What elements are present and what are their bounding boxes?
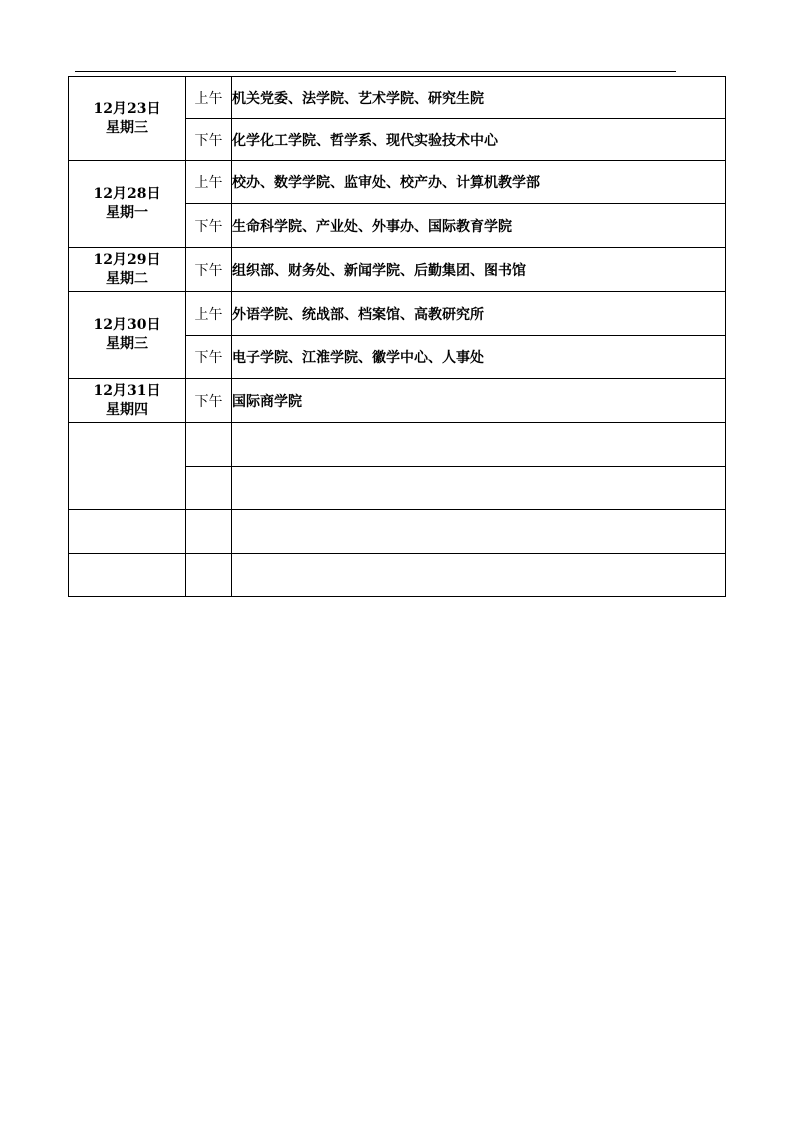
date-cell	[69, 161, 186, 248]
date-label: 12月30日	[93, 317, 161, 333]
empty-date-cell	[69, 423, 186, 510]
date-cell	[69, 77, 186, 161]
empty-row	[69, 510, 726, 554]
table-row	[69, 248, 726, 292]
table-row	[69, 379, 726, 423]
units-cell: 生命科学院、产业处、外事办、国际教育学院	[232, 204, 726, 248]
date-cell	[69, 292, 186, 379]
date-label: 12月23日	[93, 100, 161, 117]
units-cell: 化学化工学院、哲学系、现代实验技术中心	[232, 119, 726, 161]
table-row	[69, 161, 726, 204]
empty-row	[69, 423, 726, 467]
period-cell: 上午	[186, 292, 232, 336]
date-label: 12月31日	[93, 382, 161, 399]
units-cell: 外语学院、统战部、档案馆、高教研究所	[232, 292, 726, 336]
units-cell: 国际商学院	[232, 379, 726, 423]
period-cell: 上午	[186, 161, 232, 204]
units-cell: 机关党委、法学院、艺术学院、研究生院	[232, 77, 726, 119]
weekday-label: 星期二	[106, 270, 148, 287]
table-row	[69, 77, 726, 119]
empty-period-cell	[186, 510, 232, 554]
table-row	[69, 292, 726, 336]
empty-units-cell	[232, 467, 726, 510]
date-label: 12月29日	[93, 251, 161, 268]
units-cell: 组织部、财务处、新闻学院、后勤集团、图书馆	[232, 248, 726, 292]
empty-units-cell	[232, 510, 726, 554]
period-cell: 上午	[186, 77, 232, 119]
weekday-label: 星期四	[106, 401, 148, 418]
date-cell	[69, 379, 186, 423]
empty-period-cell	[186, 554, 232, 597]
empty-row	[69, 554, 726, 597]
weekday-label: 星期一	[106, 205, 148, 221]
empty-units-cell	[232, 423, 726, 467]
header-rule	[75, 71, 676, 72]
empty-period-cell	[186, 423, 232, 467]
weekday-label: 星期三	[106, 119, 148, 136]
period-cell: 下午	[186, 336, 232, 379]
units-cell: 校办、数学学院、监审处、校产办、计算机教学部	[232, 161, 726, 204]
period-cell: 下午	[186, 119, 232, 161]
empty-period-cell	[186, 467, 232, 510]
units-cell: 电子学院、江淮学院、徽学中心、人事处	[232, 336, 726, 379]
period-cell: 下午	[186, 248, 232, 292]
period-cell: 下午	[186, 204, 232, 248]
date-cell	[69, 248, 186, 292]
date-label: 12月28日	[93, 186, 161, 202]
schedule-table	[68, 76, 726, 597]
empty-date-cell	[69, 510, 186, 554]
empty-date-cell	[69, 554, 186, 597]
weekday-label: 星期三	[106, 336, 148, 352]
period-cell: 下午	[186, 379, 232, 423]
empty-units-cell	[232, 554, 726, 597]
